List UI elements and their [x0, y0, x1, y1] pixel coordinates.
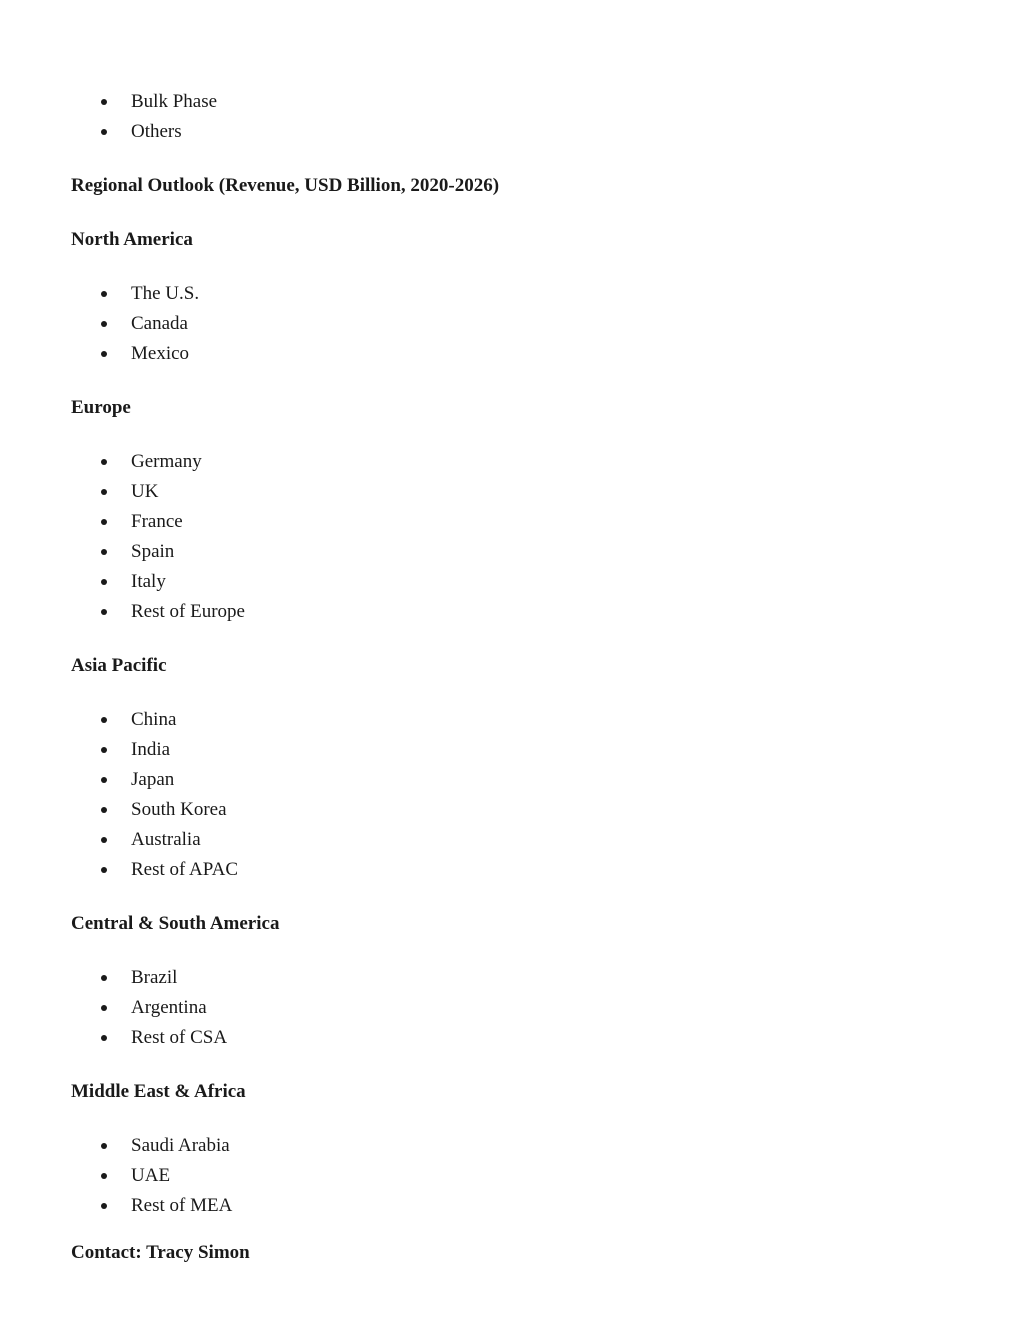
list-item-label: Argentina	[131, 997, 207, 1018]
bullet-icon	[101, 489, 107, 495]
list-item-label: The U.S.	[131, 283, 200, 304]
list-item-label: Bulk Phase	[131, 91, 218, 112]
bullet-icon	[101, 1035, 107, 1041]
list-item	[71, 447, 245, 477]
bullet-icon	[101, 837, 107, 843]
bullet-icon	[101, 777, 107, 783]
bullet-icon	[101, 321, 107, 327]
list-item	[71, 567, 245, 597]
list-item	[71, 597, 245, 627]
europe-country-list	[71, 447, 245, 627]
middle-east-africa-country-list	[71, 1131, 232, 1221]
list-item-label: Rest of APAC	[131, 859, 238, 880]
region-heading-europe: Europe	[71, 397, 131, 418]
list-item	[71, 993, 227, 1023]
list-item-label: Italy	[131, 571, 166, 592]
bullet-icon	[101, 717, 107, 723]
list-item	[71, 795, 238, 825]
bullet-icon	[101, 99, 107, 105]
list-item	[71, 507, 245, 537]
segment-list	[71, 87, 217, 147]
list-item	[71, 735, 238, 765]
central-south-america-country-list	[71, 963, 227, 1053]
list-item-label: Saudi Arabia	[131, 1135, 230, 1156]
list-item-label: Rest of MEA	[131, 1195, 233, 1216]
bullet-icon	[101, 807, 107, 813]
list-item	[71, 279, 199, 309]
list-item	[71, 963, 227, 993]
contact-line: Contact: Tracy Simon	[71, 1242, 250, 1263]
bullet-icon	[101, 519, 107, 525]
list-item-label: Others	[131, 121, 182, 142]
list-item	[71, 339, 199, 369]
region-heading-north-america: North America	[71, 229, 193, 250]
list-item	[71, 1023, 227, 1053]
bullet-icon	[101, 975, 107, 981]
list-item-label: Germany	[131, 451, 202, 472]
list-item-label: France	[131, 511, 183, 532]
list-item-label: Japan	[131, 769, 175, 790]
list-item-label: Rest of Europe	[131, 601, 245, 622]
list-item	[71, 855, 238, 885]
bullet-icon	[101, 609, 107, 615]
region-heading-asia-pacific: Asia Pacific	[71, 655, 167, 676]
bullet-icon	[101, 129, 107, 135]
list-item	[71, 765, 238, 795]
list-item-label: Canada	[131, 313, 188, 334]
bullet-icon	[101, 1173, 107, 1179]
list-item-label: UAE	[131, 1165, 171, 1186]
bullet-icon	[101, 579, 107, 585]
list-item-label: Brazil	[131, 967, 178, 988]
list-item-label: Australia	[131, 829, 201, 850]
list-item	[71, 705, 238, 735]
list-item	[71, 1191, 232, 1221]
list-item	[71, 117, 217, 147]
list-item	[71, 87, 217, 117]
bullet-icon	[101, 1143, 107, 1149]
bullet-icon	[101, 291, 107, 297]
list-item-label: Spain	[131, 541, 175, 562]
list-item-label: UK	[131, 481, 159, 502]
list-item	[71, 1161, 232, 1191]
bullet-icon	[101, 747, 107, 753]
bullet-icon	[101, 1005, 107, 1011]
list-item	[71, 477, 245, 507]
bullet-icon	[101, 867, 107, 873]
bullet-icon	[101, 351, 107, 357]
list-item-label: India	[131, 739, 171, 760]
list-item	[71, 1131, 232, 1161]
list-item-label: Rest of CSA	[131, 1027, 228, 1048]
asia-pacific-country-list	[71, 705, 238, 885]
regional-outlook-heading: Regional Outlook (Revenue, USD Billion, 2020-2026)	[71, 175, 500, 196]
region-heading-central-south-america: Central & South America	[71, 913, 280, 934]
list-item	[71, 537, 245, 567]
bullet-icon	[101, 549, 107, 555]
region-heading-middle-east-africa: Middle East & Africa	[71, 1081, 246, 1102]
list-item-label: South Korea	[131, 799, 227, 820]
bullet-icon	[101, 459, 107, 465]
list-item	[71, 825, 238, 855]
bullet-icon	[101, 1203, 107, 1209]
list-item-label: Mexico	[131, 343, 190, 364]
north-america-country-list	[71, 279, 199, 369]
list-item	[71, 309, 199, 339]
list-item-label: China	[131, 709, 177, 730]
